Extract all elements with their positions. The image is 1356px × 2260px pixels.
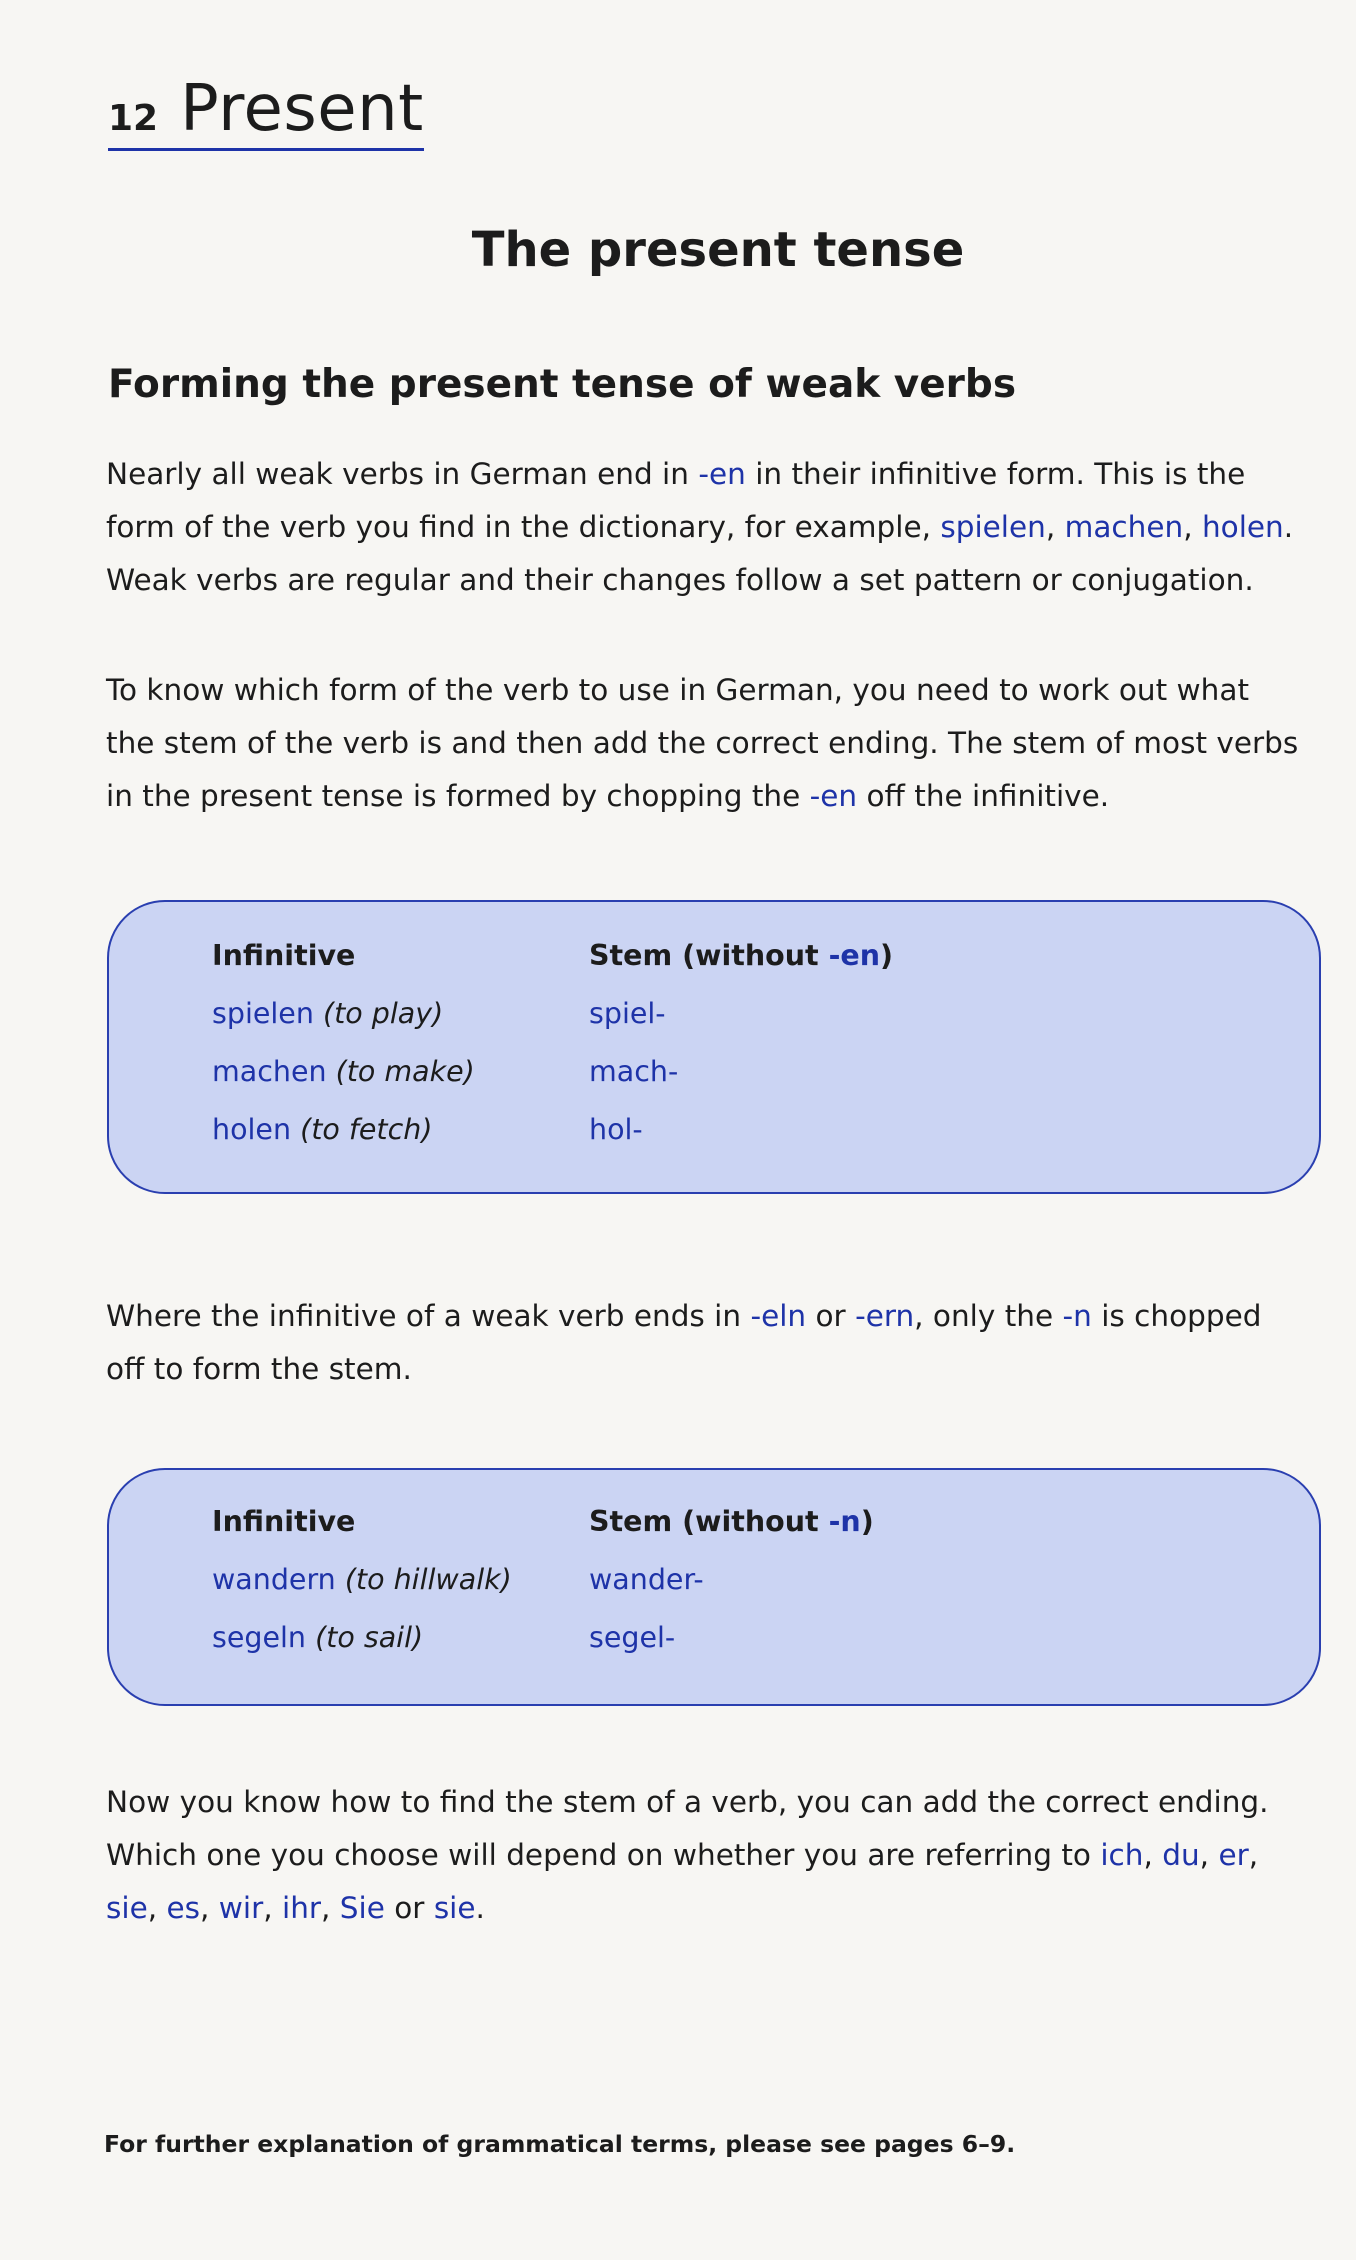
paragraph-eln-ern: Where the infinitive of a weak verb ends in -eln or -ern, only the -n is chopped off to form the stem.: [106, 1299, 1262, 1386]
column-header-infinitive: Infinitive: [212, 1504, 356, 1538]
chapter-title: Present: [180, 72, 424, 146]
paragraph-stem: To know which form of the verb to use in German, you need to work out what the stem of the verb is and then add the correct ending. The stem of most verbs in the present tense is formed by chopping the -en off the infinitive.: [106, 673, 1299, 813]
paragraph-intro: Nearly all weak verbs in German end in -en in their infinitive form. This is the form of the verb you find in the dictionary, for example, spielen, machen, holen. Weak verbs are regular and their changes follow a set pattern or conjugation.: [106, 457, 1294, 597]
table-row: spielen (to play) spiel-: [212, 996, 666, 1030]
column-header-stem: Stem (without -en): [589, 938, 894, 972]
page-header: [108, 72, 424, 151]
table-row: machen (to make) mach-: [212, 1054, 679, 1088]
page-title: The present tense: [471, 222, 965, 278]
page-number: 12: [108, 98, 159, 139]
table-row: holen (to fetch) hol-: [212, 1112, 643, 1146]
verb-table-en: [107, 900, 1321, 1194]
table-row: segeln (to sail) segel-: [212, 1620, 676, 1654]
column-header-stem: Stem (without -n): [589, 1504, 874, 1538]
column-header-infinitive: Infinitive: [212, 938, 356, 972]
verb-table-n: [107, 1468, 1321, 1706]
table-header-row: [109, 926, 1319, 984]
section-heading: Forming the present tense of weak verbs: [108, 362, 1017, 407]
table-header-row: [109, 1492, 1319, 1550]
table-row: wandern (to hillwalk) wander-: [212, 1562, 704, 1596]
paragraph-endings: Now you know how to find the stem of a verb, you can add the correct ending. Which one you choose will depend on whether you are referring to ich, du, er, sie, es, wir, ihr, Sie or sie.: [106, 1785, 1269, 1925]
footer-note: For further explanation of grammatical terms, please see pages 6–9.: [104, 2130, 1016, 2158]
